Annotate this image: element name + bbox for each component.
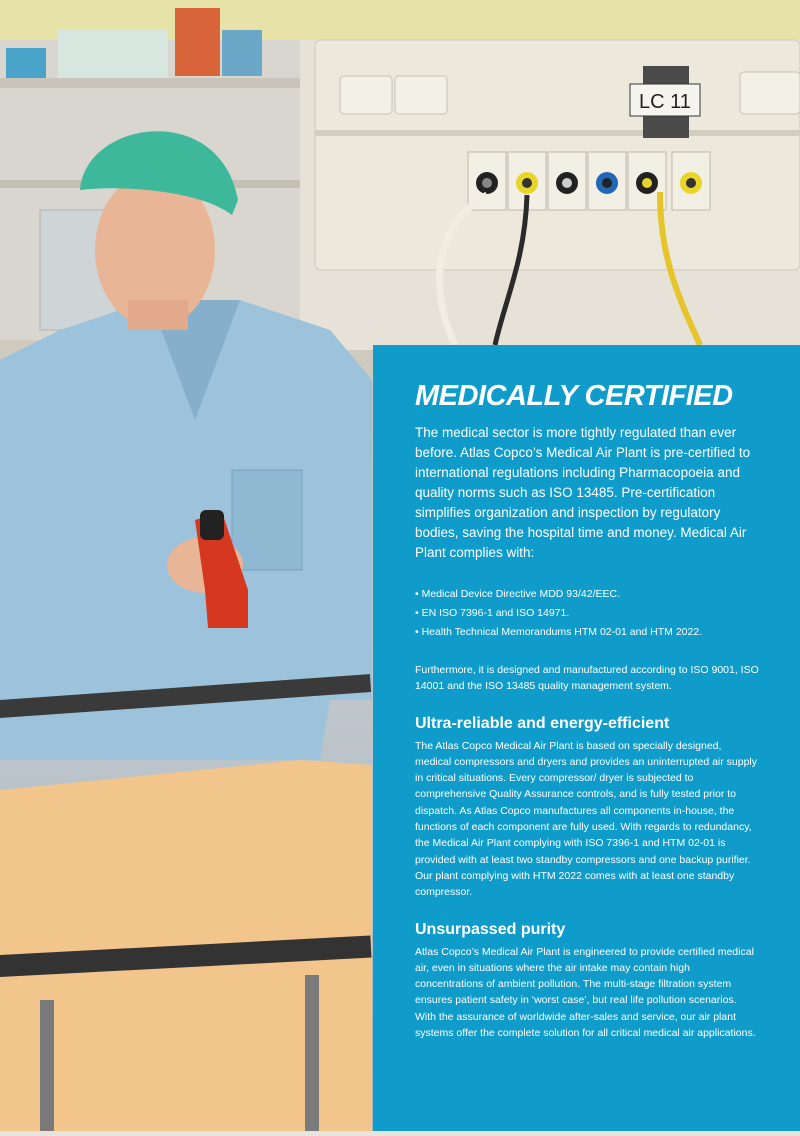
bed-rail-post bbox=[40, 1000, 54, 1131]
section-title-reliability: Ultra-reliable and energy-efficient bbox=[415, 714, 670, 732]
bed-rail-post bbox=[305, 975, 319, 1131]
power-socket bbox=[395, 76, 447, 114]
text-panel bbox=[373, 345, 800, 1131]
neck bbox=[128, 300, 188, 330]
power-socket bbox=[740, 72, 800, 114]
screwdriver-grip bbox=[200, 510, 224, 540]
room-label: LC 11 bbox=[639, 91, 691, 113]
compliance-item: • Health Technical Memorandums HTM 02-01 and HTM 2022. bbox=[415, 623, 760, 642]
rail-seam bbox=[315, 130, 800, 136]
intro-paragraph: The medical sector is more tightly regulated than ever before. Atlas Copco’s Medical Air Plant is pre-certified to international regulations including Pharmacopoeia and quality norms such as ISO 13485. Pre-certification simplifies organization and inspection by regulatory bodies, saving the hospital time and money. Medical Air Plant complies with: bbox=[415, 425, 751, 560]
section-body-purity: Atlas Copco’s Medical Air Plant is engineered to provide certified medical air, even in situations where the air intake may contain high concentrations of ambient pollution. The multi-stage filtration system ensures patient safety in ‘worst case’, but real life pollution scenarios. With the assurance of worldwide after-sales and service, our air plant systems offer the complete solution for all critical medical air applications. bbox=[415, 945, 756, 1040]
supply-box bbox=[6, 48, 46, 78]
compliance-list bbox=[415, 585, 760, 642]
supply-box bbox=[222, 30, 262, 76]
glove-box bbox=[175, 8, 220, 76]
scrubs-pocket bbox=[232, 470, 302, 570]
compliance-item: • Medical Device Directive MDD 93/42/EEC. bbox=[415, 585, 760, 604]
power-socket bbox=[340, 76, 392, 114]
shelf-board bbox=[0, 78, 300, 88]
furthermore-paragraph: Furthermore, it is designed and manufactured according to ISO 9001, ISO 14001 and the ISO 13485 quality management system. bbox=[415, 664, 759, 693]
compliance-item: • EN ISO 7396-1 and ISO 14971. bbox=[415, 604, 760, 623]
gas-outlets bbox=[468, 152, 710, 210]
section-body-reliability: The Atlas Copco Medical Air Plant is based on specially designed, medical compressors and dryers and provides an uninterrupted air supply in critical situations. Every compressor/ dryer is subjected to comprehensive Quality Assurance controls, and is fully tested prior to dispatch. As Atlas Copco manufactures all components in-house, the functions of each component are fully used. With regards to redundancy, the Medical Air Plant complying with ISO 7396-1 and HTM 02-01 is provided with at least two standby compressors and one backup purifier. Our plant complying with HTM 2022 comes with at least one standby compressor. bbox=[415, 739, 758, 899]
headline: MEDICALLY CERTIFIED bbox=[415, 380, 733, 412]
supply-bag bbox=[58, 30, 168, 78]
section-title-purity: Unsurpassed purity bbox=[415, 920, 566, 938]
